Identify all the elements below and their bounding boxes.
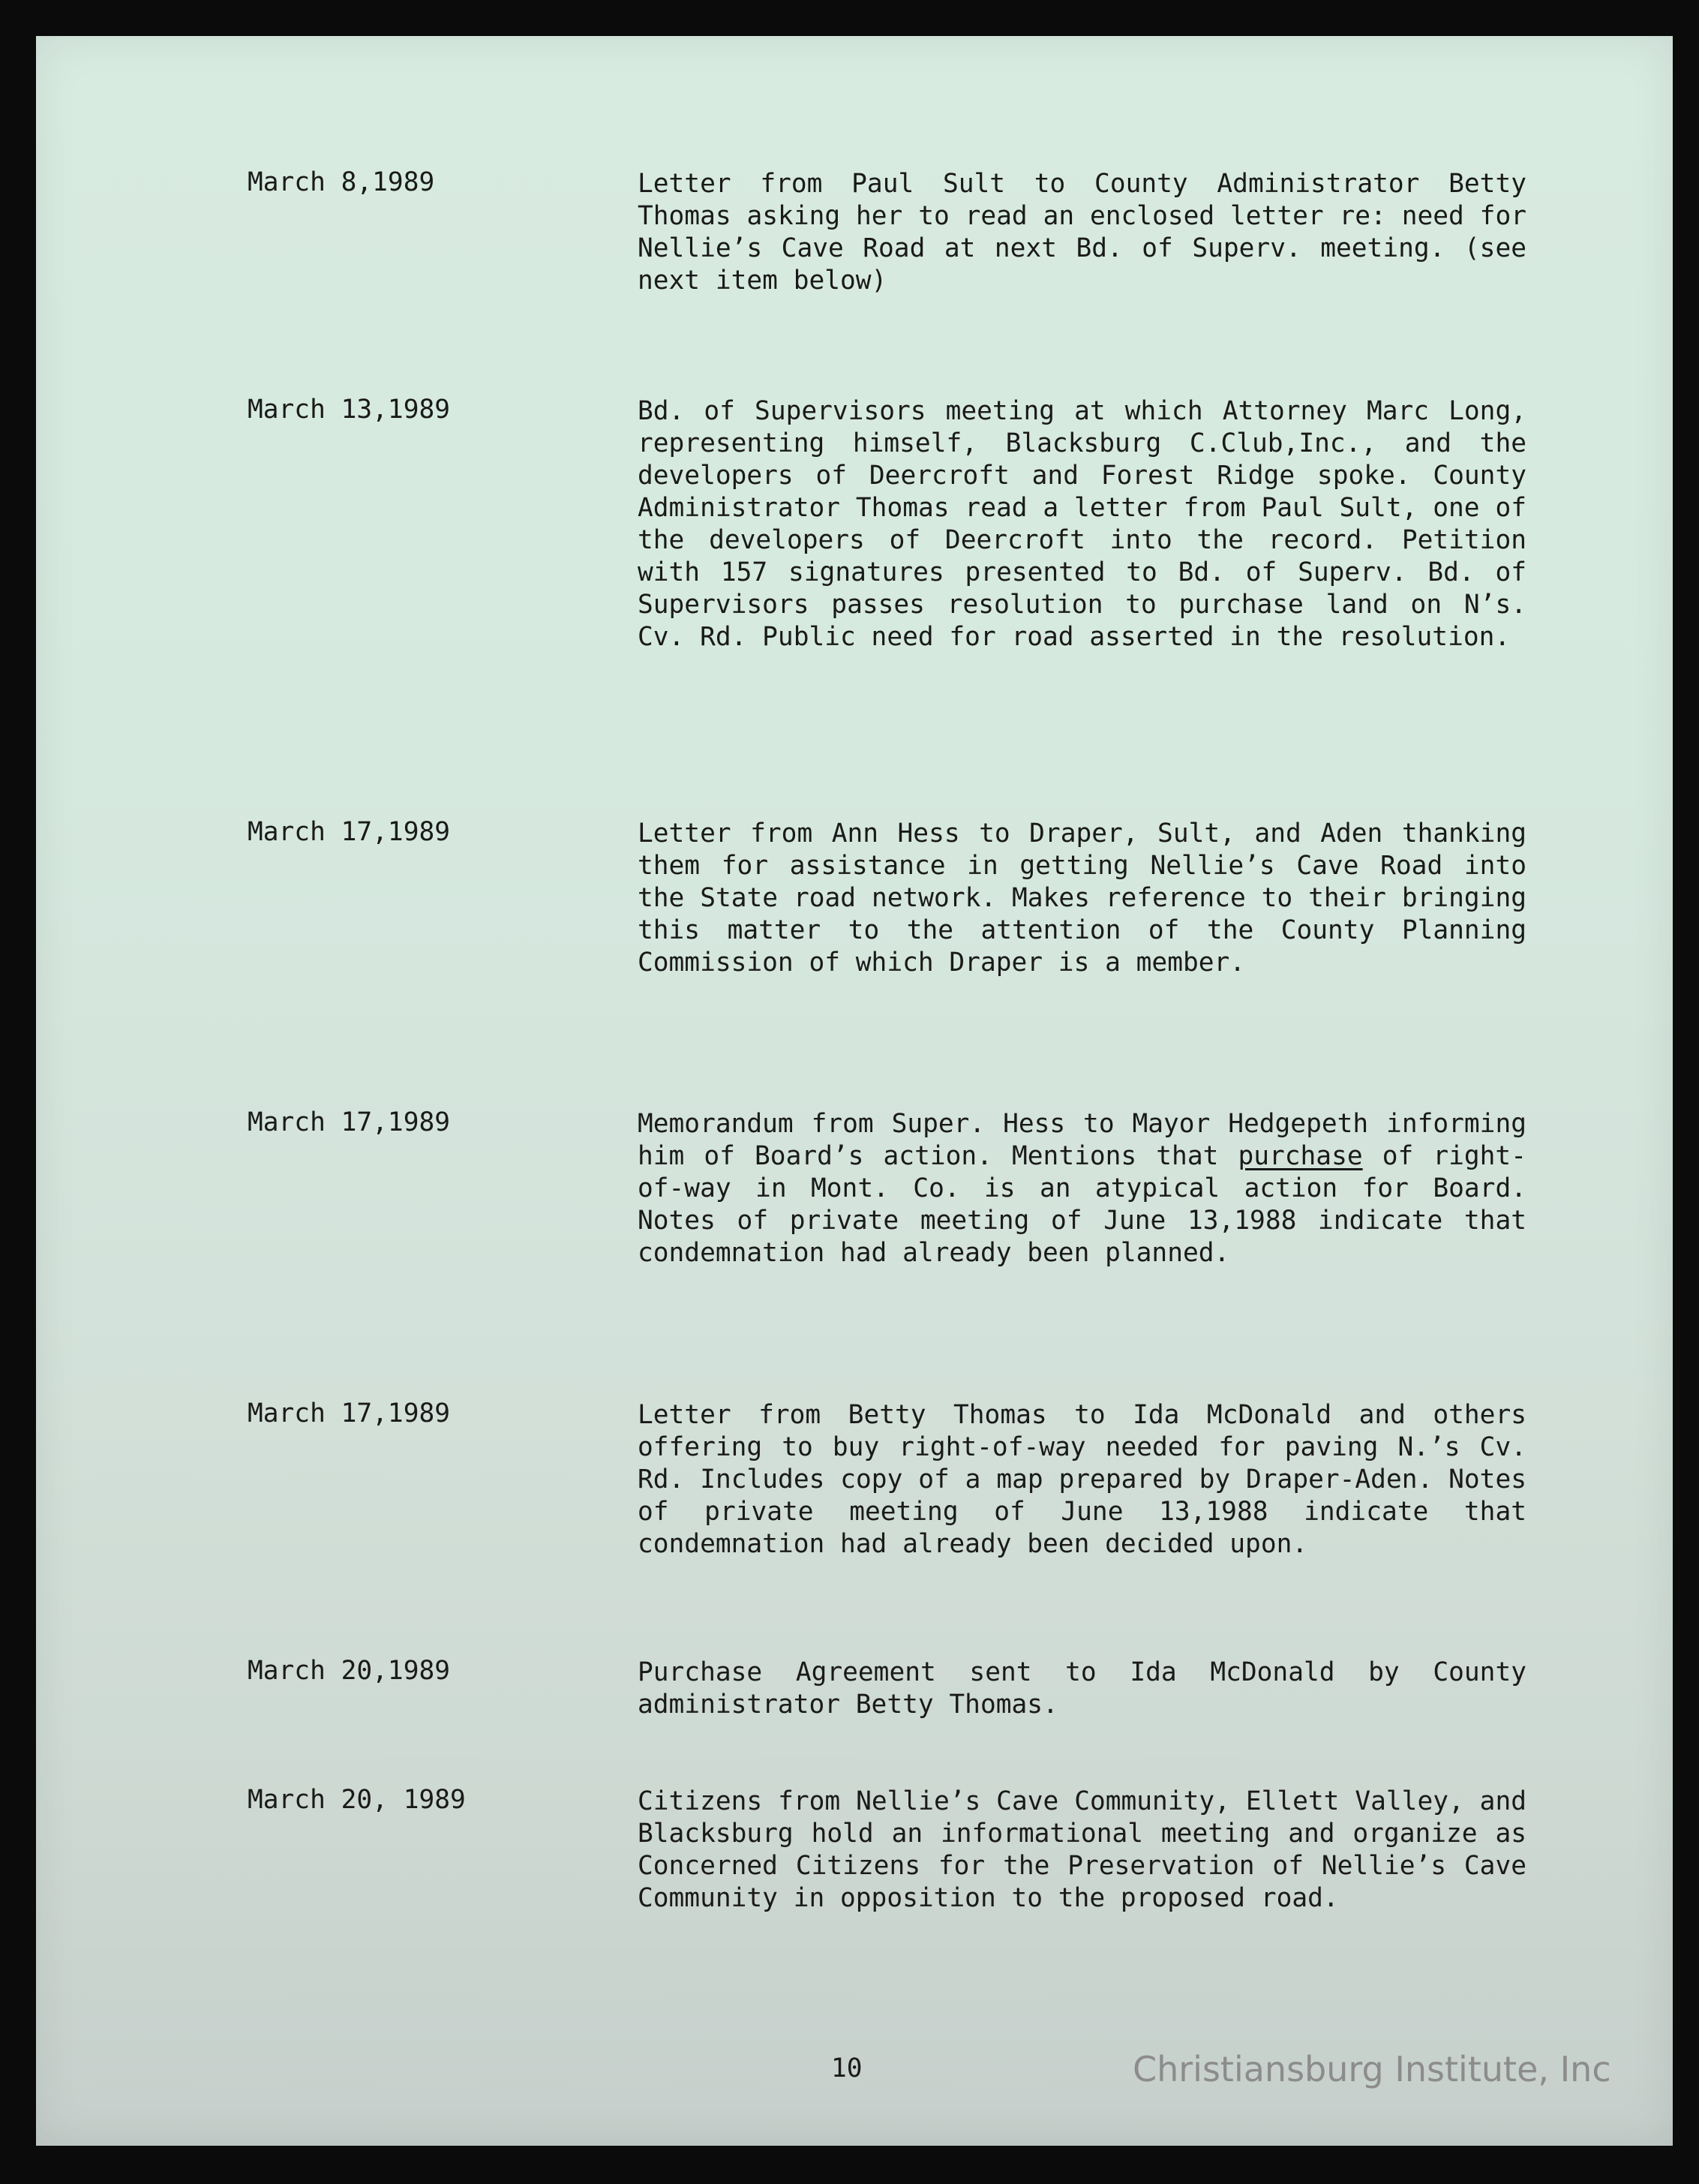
- entry-description: [638, 1108, 1526, 1269]
- description-text: of right-of-way in Mont. Co. is an atypical action for Board. Notes of private meeting of June 13,1988 indicate that condemnation had already been planned.: [638, 1141, 1526, 1268]
- entry-description: Purchase Agreement sent to Ida McDonald by County administrator Betty Thomas.: [638, 1657, 1526, 1720]
- entry-date: March 13,1989: [248, 395, 451, 425]
- entry-date: March 17,1989: [248, 817, 451, 847]
- entry-description: Letter from Betty Thomas to Ida McDonald and others offering to buy right-of-way needed for paving N.’s Cv. Rd. Includes copy of a map prepared by Draper-Aden. Notes of private meeting of June 13,1988 indicate that condemnation had already been decided upon.: [638, 1400, 1526, 1559]
- entry-description: Letter from Paul Sult to County Administrator Betty Thomas asking her to read an enclosed letter re: need for Nellie’s Cave Road at next Bd. of Superv. meeting. (see next item below): [638, 169, 1526, 296]
- entry-date: March 20,1989: [248, 1656, 451, 1686]
- description-text: Memorandum from Super. Hess to Mayor Hedgepeth informing him of Board’s action. Mentions that: [638, 1109, 1526, 1171]
- document-page: [36, 36, 1673, 2146]
- entry-description: Citizens from Nellie’s Cave Community, Ellett Valley, and Blacksburg hold an informational meeting and organize as Concerned Citizens for the Preservation of Nellie’s Cave Community in opposition to the proposed road.: [638, 1786, 1526, 1913]
- entry-description: Bd. of Supervisors meeting at which Attorney Marc Long, representing himself, Blacksburg C.Club,Inc., and the developers of Deercroft and Forest Ridge spoke. County Administrator Thomas read a letter from Paul Sult, one of the developers of Deercroft into the record. Petition with 157 signatures presented to Bd. of Superv. Bd. of Supervisors passes resolution to purchase land on N’s. Cv. Rd. Public need for road asserted in the resolution.: [638, 396, 1526, 652]
- underlined-word: purchase: [1238, 1141, 1363, 1171]
- watermark: Christiansburg Institute, Inc: [1133, 2049, 1611, 2089]
- entry-date: March 20, 1989: [248, 1785, 466, 1815]
- entry-date: March 17,1989: [248, 1398, 451, 1428]
- entry-description: Letter from Ann Hess to Draper, Sult, and Aden thanking them for assistance in getting Nellie’s Cave Road into the State road network. Makes reference to their bringing this matter to the attention of the County Planning Commission of which Draper is a member.: [638, 819, 1526, 978]
- page-number: 10: [831, 2053, 863, 2083]
- entry-date: March 17,1989: [248, 1107, 451, 1137]
- entry-date: March 8,1989: [248, 167, 435, 197]
